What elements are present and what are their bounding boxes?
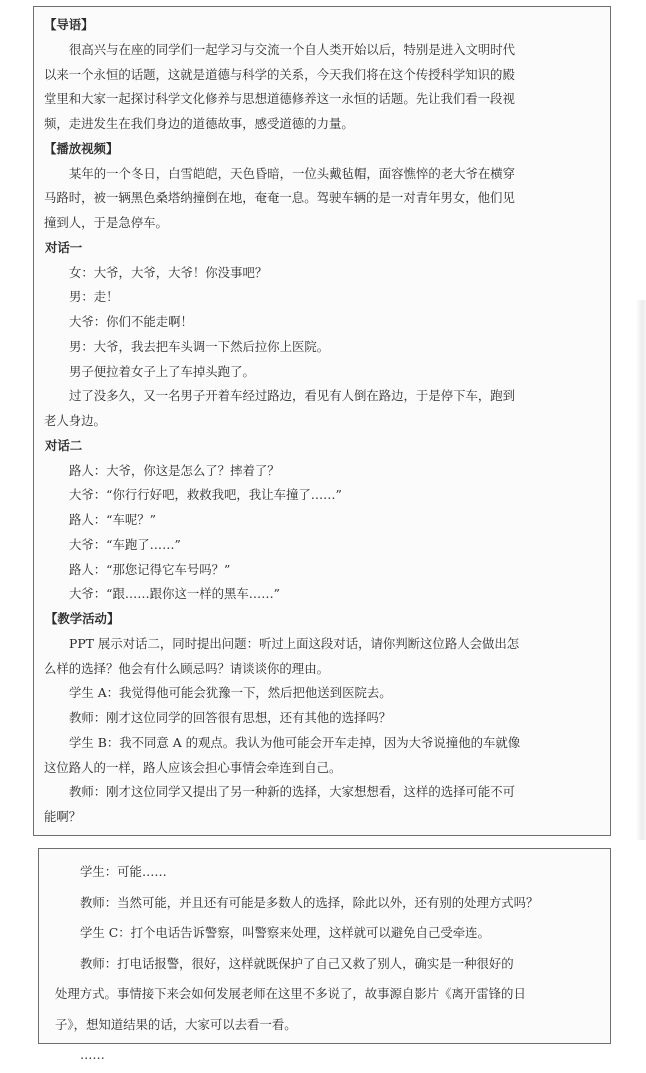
paragraph-line: 撞到人，于是急停车。 [44, 215, 168, 230]
dialogue-line: 教师：打电话报警，很好，这样就既保护了自己又救了别人，确实是一种很好的 [80, 955, 514, 971]
dialogue-line: 路人：大爷，你这是怎么了？摔着了？ [69, 462, 280, 478]
dialogue-line: 大爷：“你行行好吧，救救我吧，我让车撞了……” [69, 487, 342, 503]
dialogue-line: 子》，想知道结果的话，大家可以去看一看。 [55, 1016, 297, 1032]
dialogue-line: 男：大爷，我去把车头调一下然后拉你上医院。 [69, 338, 330, 354]
lesson-text-box-2 [38, 848, 611, 1062]
dialogue-line: 路人：“那您记得它车号吗？” [69, 561, 231, 577]
dialogue-line: 路人：“车呢？” [69, 512, 157, 527]
dialogue-line: 这位路人的一样，路人应该会担心事情会牵连到自己。 [44, 759, 342, 775]
paragraph-line: 马路时，被一辆黑色桑塔纳撞倒在地，奄奄一息。驾驶车辆的是一对青年男女，他们见 [44, 190, 515, 206]
heading-intro: 【导语】 [44, 17, 94, 32]
dialogue-line: 学生 C：打个电话告诉警察，叫警察来处理，这样就可以避免自己受牵连。 [80, 925, 490, 940]
paragraph-line: 某年的一个冬日，白雪皑皑，天色昏暗，一位头戴毡帽，面容憔悴的老大爷在横穿 [69, 165, 516, 181]
dialogue-line: 学生 A：我觉得他可能会犹豫一下，然后把他送到医院去。 [69, 685, 392, 701]
dialogue-line: 大爷：你们不能走啊！ [69, 314, 193, 329]
paragraph-line: PPT 展示对话二，同时提出问题：听过上面这段对话，请你判断这位路人会做出怎 [69, 635, 520, 651]
heading-dialogue-2: 对话二 [45, 437, 83, 453]
dialogue-line: 教师：刚才这位同学又提出了另一种新的选择，大家想想看，这样的选择可能不可 [69, 784, 516, 800]
paragraph-line: 以来一个永恒的话题，这就是道德与科学的关系，今天我们将在这个传授科学知识的殿 [44, 66, 515, 82]
lesson-text-box-1 [33, 6, 611, 836]
dialogue-line: 学生：可能…… [80, 864, 167, 879]
dialogue-line: 大爷：“跟……跟你这一样的黑车……” [69, 586, 280, 602]
paragraph-line: 频，走进发生在我们身边的道德故事，感受道德的力量。 [44, 116, 354, 131]
narration-line: 过了没多久，又一名男子开着车经过路边，看见有人倒在路边，于是停下车，跑到 [69, 388, 516, 404]
heading-dialogue-1: 对话一 [45, 239, 83, 255]
page-edge-shadow [636, 300, 646, 840]
heading-video: 【播放视频】 [44, 140, 119, 156]
narration-line: 老人身边。 [44, 413, 106, 428]
dialogue-line: 教师：当然可能，并且还有可能是多数人的选择，除此以外，还有别的处理方式吗？ [80, 894, 539, 910]
ellipsis-line: …… [80, 1047, 105, 1062]
dialogue-line: 学生 B：我不同意 A 的观点。我认为他可能会开车走掉，因为大爷说撞他的车就像 [69, 734, 521, 750]
dialogue-line: 女：大爷，大爷，大爷！你没事吧？ [69, 264, 268, 280]
paragraph-line: 很高兴与在座的同学们一起学习与交流一个自人类开始以后，特别是进入文明时代 [69, 41, 516, 57]
dialogue-line: 能啊？ [44, 809, 82, 824]
paragraph-line: 么样的选择？他会有什么顾忌吗？请谈谈你的理由。 [44, 660, 329, 676]
paragraph-line: 堂里和大家一起探讨科学文化修养与思想道德修养这一永恒的话题。先让我们看一段视 [44, 91, 515, 107]
dialogue-line: 教师：刚才这位同学的回答很有思想，还有其他的选择吗？ [69, 710, 392, 725]
dialogue-line: 男：走！ [69, 289, 119, 305]
narration-line: 男子便拉着女子上了车掉头跑了。 [69, 363, 255, 379]
heading-teaching-activity: 【教学活动】 [45, 611, 120, 626]
dialogue-line: 处理方式。事情接下来会如何发展老师在这里不多说了，故事源自影片《离开雷锋的日 [55, 986, 526, 1001]
dialogue-line: 大爷：“车跑了……” [69, 536, 181, 552]
